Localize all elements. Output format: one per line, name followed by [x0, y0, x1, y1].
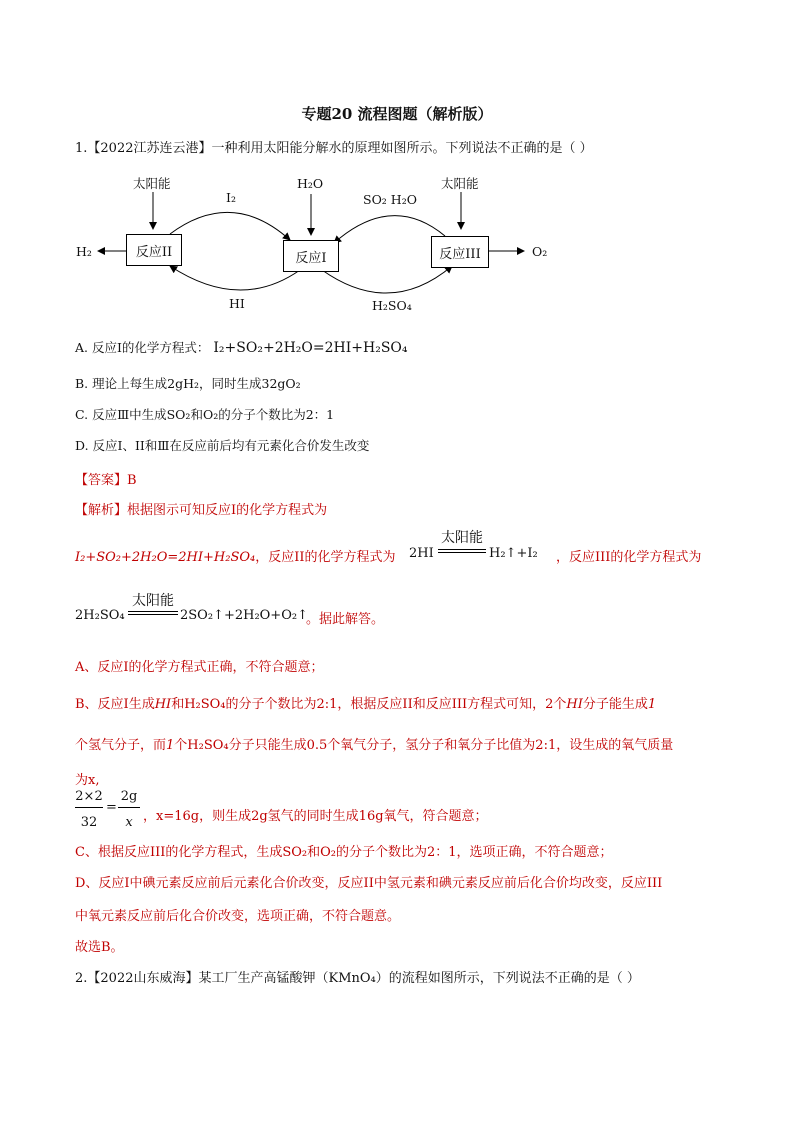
arrow-hi — [170, 266, 300, 290]
box-reaction-1: 反应I — [283, 240, 339, 272]
equation-2-right: H₂↑+I₂ — [489, 546, 538, 561]
conclusion: 故选B。 — [75, 940, 124, 955]
exp-b1-one: 1 — [647, 697, 657, 712]
option-a — [75, 338, 408, 356]
fraction-2-numerator: 2g — [120, 789, 138, 804]
equation-1-line — [75, 546, 396, 565]
explanation-b-line-1 — [75, 693, 656, 712]
equation-2-double-line — [438, 549, 486, 553]
equation-reaction-1: I₂+SO₂+2H₂O=2HI+H₂SO₄ — [75, 550, 256, 565]
equation-1-tail: ，反应II的化学方程式为 — [255, 550, 396, 565]
label-so2-h2o: SO₂ H₂O — [363, 192, 417, 207]
label-h2-out: H₂ — [76, 244, 92, 259]
explanation-b-line-3: 为x, — [75, 773, 100, 788]
equation-3-double-line — [128, 611, 178, 615]
option-c: C. 反应Ⅲ中生成SO₂和O₂的分子个数比为2：1 — [75, 407, 335, 422]
exp-b1-hi: HI — [154, 697, 172, 712]
option-b: B. 理论上每生成2gH₂，同时生成32gO₂ — [75, 376, 301, 391]
fraction-2-bar — [118, 807, 140, 808]
equation-3-tail: 。据此解答。 — [306, 612, 385, 627]
page-title: 专题20 流程图题（解析版） — [301, 105, 493, 123]
arrow-i2 — [170, 212, 290, 240]
arrow-so2-h2o — [334, 216, 445, 243]
exp-b2-part-b: 个H₂SO₄分子只能生成0.5个氧气分子，氢分子和氧分子比值为2:1，设生成的氧气质量 — [174, 738, 674, 753]
exp-b1-part-a: B、反应I生成 — [75, 697, 155, 712]
label-h2o: H₂O — [297, 176, 324, 191]
analysis-intro — [75, 499, 327, 518]
answer-label: 【答案】 — [75, 473, 128, 488]
fraction-1-denominator: 32 — [80, 815, 98, 830]
arrow-h2so4 — [322, 266, 452, 293]
analysis-intro-text: 根据图示可知反应I的化学方程式为 — [127, 503, 328, 518]
explanation-a: A、反应I的化学方程式正确，不符合题意； — [75, 660, 324, 675]
exp-b1-part-c: 分子能生成 — [582, 697, 648, 712]
box-reaction-2: 反应II — [126, 234, 182, 266]
equation-3-right: 2SO₂↑+2H₂O+O₂↑ — [180, 608, 308, 623]
exp-b2-part-a: 个氢气分子，而 — [75, 738, 167, 753]
label-hi: HI — [229, 296, 245, 311]
fraction-1-numerator: 2×2 — [75, 789, 103, 804]
explanation-b-line-2 — [75, 734, 673, 753]
explanation-c: C、根据反应III的化学方程式，生成SO₂和O₂的分子个数比为2：1，选项正确，不符合题意； — [75, 845, 613, 860]
answer-value: B — [127, 473, 137, 488]
explanation-d-line-2: 中氧元素反应前后化合价改变，选项正确，不符合题意。 — [75, 909, 401, 924]
exp-b1-part-b: 和H₂SO₄的分子个数比为2:1，根据反应II和反应III方程式可知，2个 — [171, 697, 567, 712]
fraction-tail: ，x=16g，则生成2g氢气的同时生成16g氧气，符合题意； — [143, 809, 488, 824]
option-d: D. 反应I、II和Ⅲ在反应前后均有元素化合价发生改变 — [75, 438, 370, 453]
fraction-2-denominator: x — [125, 815, 133, 830]
label-h2so4: H₂SO₄ — [372, 298, 412, 313]
equation-2-tail: ，反应III的化学方程式为 — [556, 550, 702, 565]
equation-3-left: 2H₂SO₄ — [75, 608, 125, 623]
exp-b1-hi-2: HI — [566, 697, 583, 712]
label-o2-out: O₂ — [532, 244, 548, 259]
diagram-arrows — [0, 0, 794, 330]
label-sun-right: 太阳能 — [441, 176, 479, 191]
question-2-stem: 2.【2022山东威海】某工厂生产高锰酸钾（KMnO₄）的流程如图所示，下列说法不正确的是（ ） — [75, 971, 640, 986]
fraction-equals: = — [106, 800, 117, 815]
equation-2-left: 2HI — [409, 546, 434, 561]
option-a-prefix: A. 反应I的化学方程式： — [75, 340, 210, 355]
equation-3-condition: 太阳能 — [132, 593, 174, 609]
analysis-label: 【解析】 — [75, 503, 128, 518]
option-a-equation: I₂+SO₂+2H₂O=2HI+H₂SO₄ — [213, 340, 408, 356]
question-1-stem: 1.【2022江苏连云港】一种利用太阳能分解水的原理如图所示。下列说法不正确的是（ ） — [75, 141, 593, 156]
explanation-d-line-1: D、反应I中碘元素反应前后元素化合价改变，反应II中氢元素和碘元素反应前后化合价均改变，反应III — [75, 876, 663, 891]
label-sun-left: 太阳能 — [133, 176, 171, 191]
answer-line — [75, 469, 137, 488]
equation-2-condition: 太阳能 — [441, 530, 483, 546]
label-i2: I₂ — [226, 190, 236, 205]
exp-b2-one: 1 — [166, 738, 175, 753]
fraction-1-bar — [75, 807, 103, 808]
reaction-diagram — [0, 0, 794, 330]
box-reaction-3: 反应III — [431, 236, 489, 268]
